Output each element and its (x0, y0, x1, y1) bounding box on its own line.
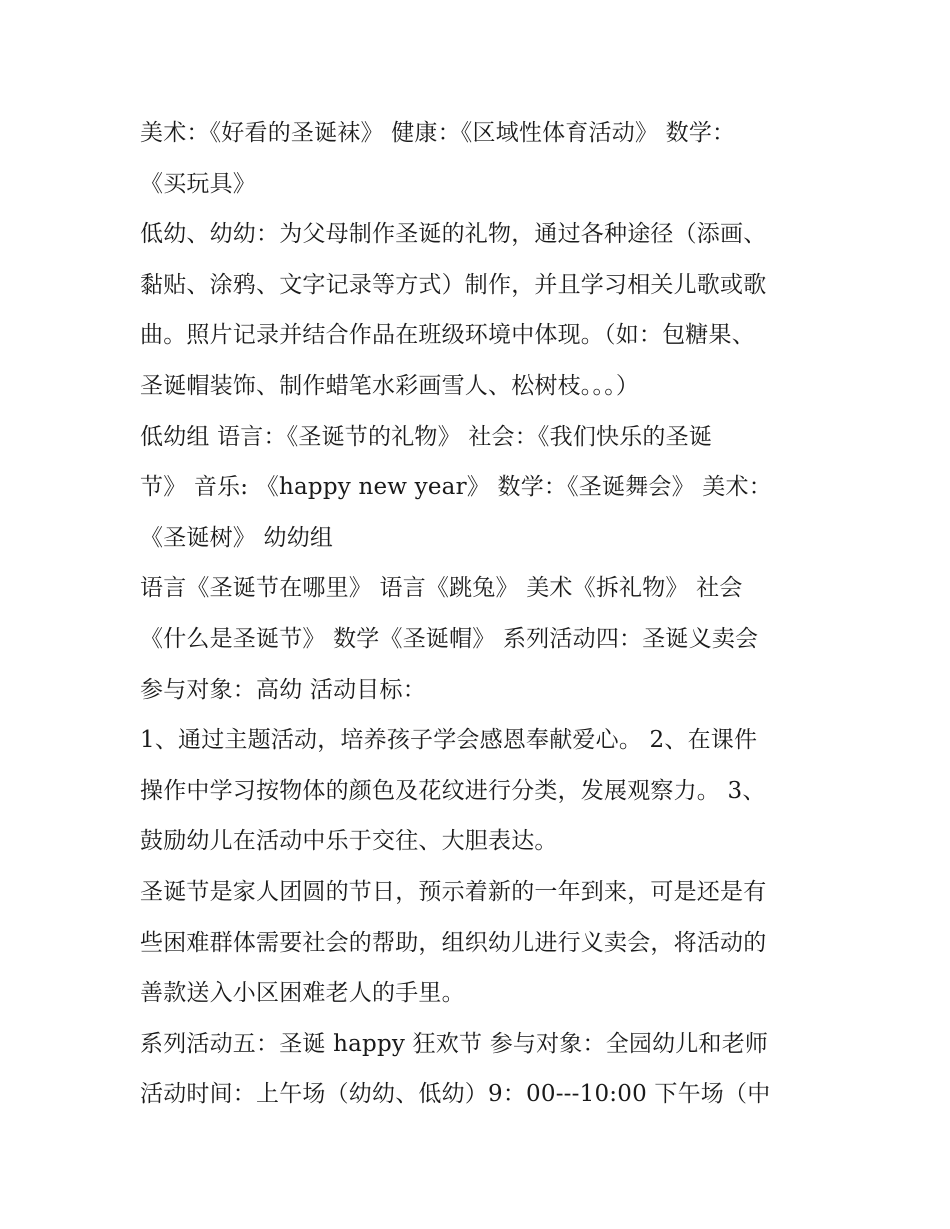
text-line: 曲。照片记录并结合作品在班级环境中体现。（如：包糖果、 (140, 322, 755, 349)
text-line: 1、通过主题活动，培养孩子学会感恩奉献爱心。 2、在课件 (140, 727, 758, 754)
text-line: 低幼、幼幼：为父母制作圣诞的礼物，通过各种途径（添画、 (140, 221, 767, 248)
text-line: 圣诞节是家人团圆的节日，预示着新的一年到来，可是还是有 (140, 878, 767, 905)
text-line: 黏贴、涂鸦、文字记录等方式）制作，并且学习相关儿歌或歌 (140, 271, 767, 298)
text-line: 活动时间：上午场（幼幼、低幼）9：00---10:00 下午场（中 (140, 1081, 771, 1108)
text-line: 些困难群体需要社会的帮助，组织幼儿进行义卖会，将活动的 (140, 929, 767, 956)
document-body (140, 108, 830, 1120)
text-line: 参与对象：高幼 活动目标： (140, 676, 426, 703)
text-line: 语言《圣诞节在哪里》 语言《跳兔》 美术《拆礼物》 社会 (140, 575, 743, 602)
text-line: 操作中学习按物体的颜色及花纹进行分类，发展观察力。 3、 (140, 777, 766, 804)
text-line: 鼓励幼儿在活动中乐于交往、大胆表达。 (140, 828, 558, 855)
text-line: 节》 音乐: 《happy new year》 数学：《圣诞舞会》 美术： (140, 474, 772, 501)
text-line: 善款送入小区困难老人的手里。 (140, 980, 465, 1007)
text-line: 系列活动五：圣诞 happy 狂欢节 参与对象：全园幼儿和老师 (140, 1030, 769, 1057)
text-line: 美术：《好看的圣诞袜》 健康：《区域性体育活动》 数学： (140, 120, 736, 146)
text-line: 《什么是圣诞节》 数学《圣诞帽》 系列活动四：圣诞义卖会 (140, 625, 759, 652)
text-line: 《圣诞树》 幼幼组 (140, 524, 334, 551)
text-line: 低幼组 语言：《圣诞节的礼物》 社会：《我们快乐的圣诞 (140, 423, 713, 450)
text-line: 圣诞帽装饰、制作蜡笔水彩画雪人、松树枝。。。） (140, 372, 640, 399)
text-line: 《买玩具》 (140, 170, 256, 197)
